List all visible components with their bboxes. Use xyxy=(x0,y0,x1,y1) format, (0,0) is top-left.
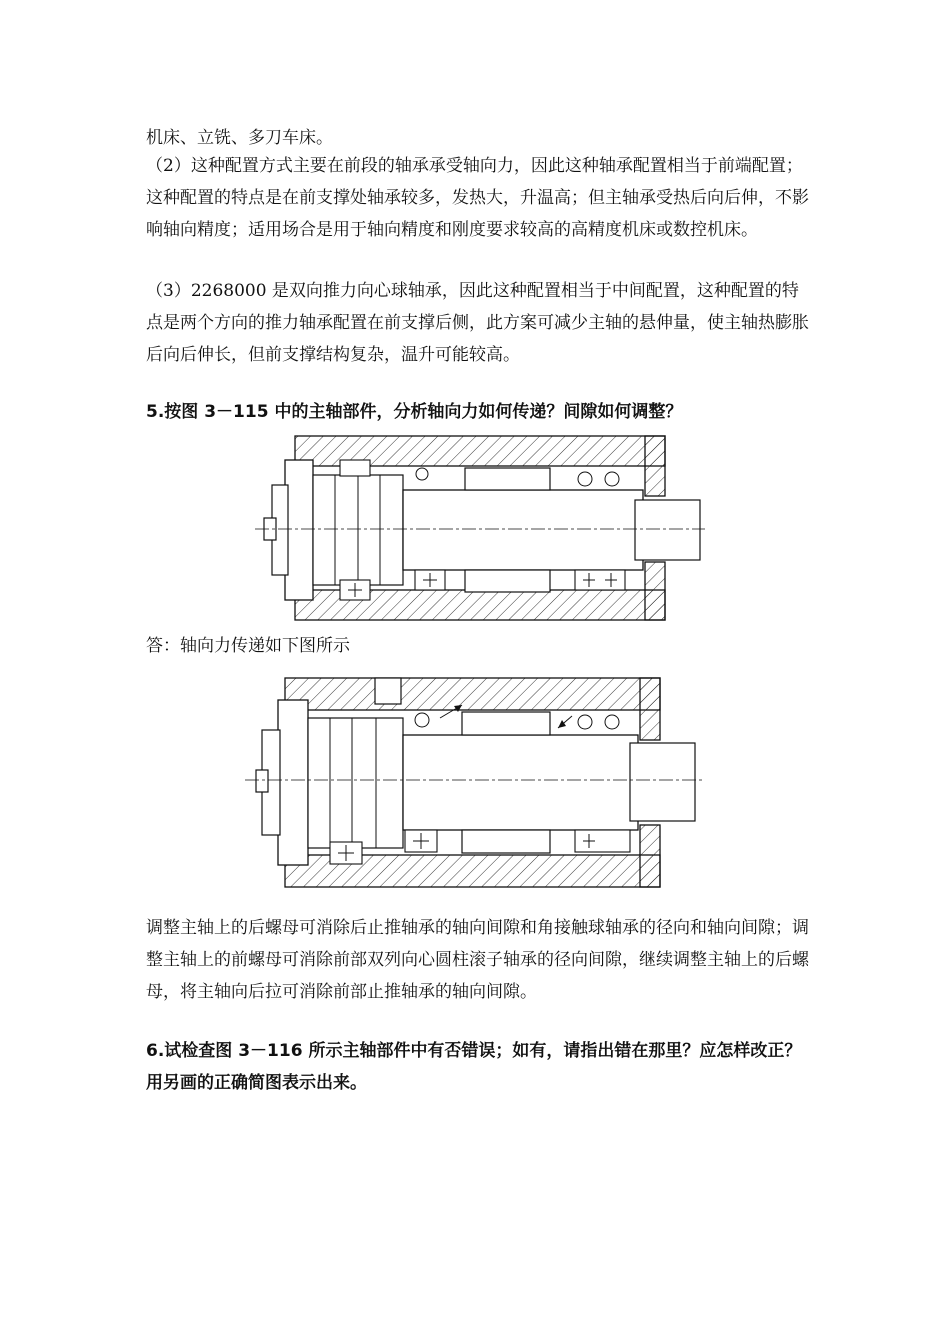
paragraph-intro: 机床、立铣、多刀车床。 xyxy=(146,128,333,148)
paragraph-adjustment: 调整主轴上的后螺母可消除后止推轴承的轴向间隙和角接触球轴承的径向和轴向间隙；调整主轴上的前螺母可消除前部双列向心圆柱滚子轴承的径向间隙，继续调整主轴上的后螺母，将主轴向后拉可消除前部止推轴承的轴向间隙。 xyxy=(146,918,809,1002)
question-6-heading: 6.试检查图 3－116 所示主轴部件中有否错误；如有，请指出错在那里？应怎样改正？用另画的正确简图表示出来。 xyxy=(146,1041,802,1093)
axial-force-transmission-figure xyxy=(240,670,710,895)
paragraph-config-2: （2）这种配置方式主要在前段的轴承承受轴向力，因此这种轴承配置相当于前端配置；这种配置的特点是在前支撑处轴承较多，发热大，升温高；但主轴承受热后向后伸，不影响轴向精度；适用场合是用于轴向精度和刚度要求较高的高精度机床或数控机床。 xyxy=(146,156,809,240)
answer-label: 答：轴向力传递如下图所示 xyxy=(146,636,350,656)
spindle-assembly-figure xyxy=(240,430,710,630)
paragraph-config-3: （3）2268000 是双向推力向心球轴承，因此这种配置相当于中间配置，这种配置的特点是两个方向的推力轴承配置在前支撑后侧，此方案可减少主轴的悬伸量，使主轴热膨胀后向后伸长，但前支撑结构复杂，温升可能较高。 xyxy=(146,281,809,365)
question-5-heading: 5.按图 3－115 中的主轴部件，分析轴向力如何传递？间隙如何调整？ xyxy=(146,402,683,422)
